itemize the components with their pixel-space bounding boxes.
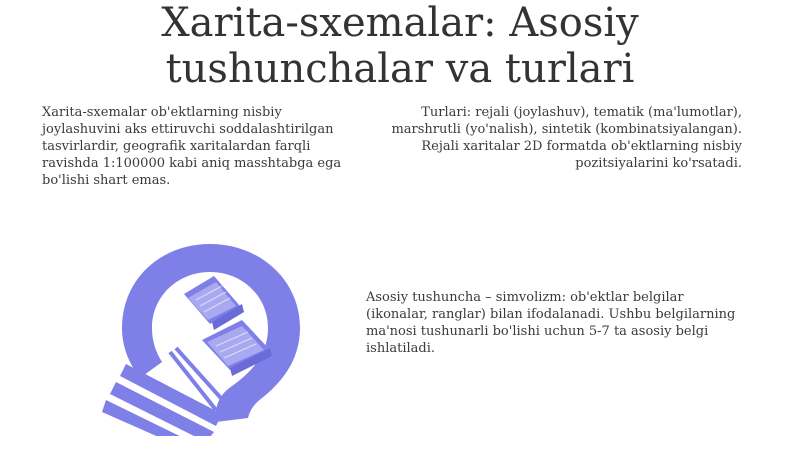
title-line-2: tushunchalar va turlari <box>165 46 635 92</box>
lightbulb-book-icon <box>92 236 312 436</box>
concept-paragraph: Asosiy tushuncha – simvolizm: ob'ektlar belgilar (ikonalar, ranglar) bilan ifodalanadi. Ushbu belgilarning ma'nosi tushunarli bo'lishi uchun 5-7 ta asosiy belgi ishlatiladi. <box>366 290 736 356</box>
intro-paragraph: Xarita-sxemalar ob'ektlarning nisbiy joylashuvini aks ettiruvchi soddalashtirilgan tasvirlardir, geografik xaritalardan farqli ravishda 1:100000 kabi aniq masshtabga ega bo'lishi shart emas. <box>42 105 342 188</box>
page-title <box>0 0 800 92</box>
types-paragraph: Turlari: rejali (joylashuv), tematik (ma'lumotlar), marshrutli (yo'nalish), sintetik (kombinatsiyalangan). Rejali xaritalar 2D formatda ob'ektlarning nisbiy pozitsiyalarini ko'rsatadi. <box>391 105 742 171</box>
title-line-1: Xarita-sxemalar: Asosiy <box>161 0 639 46</box>
